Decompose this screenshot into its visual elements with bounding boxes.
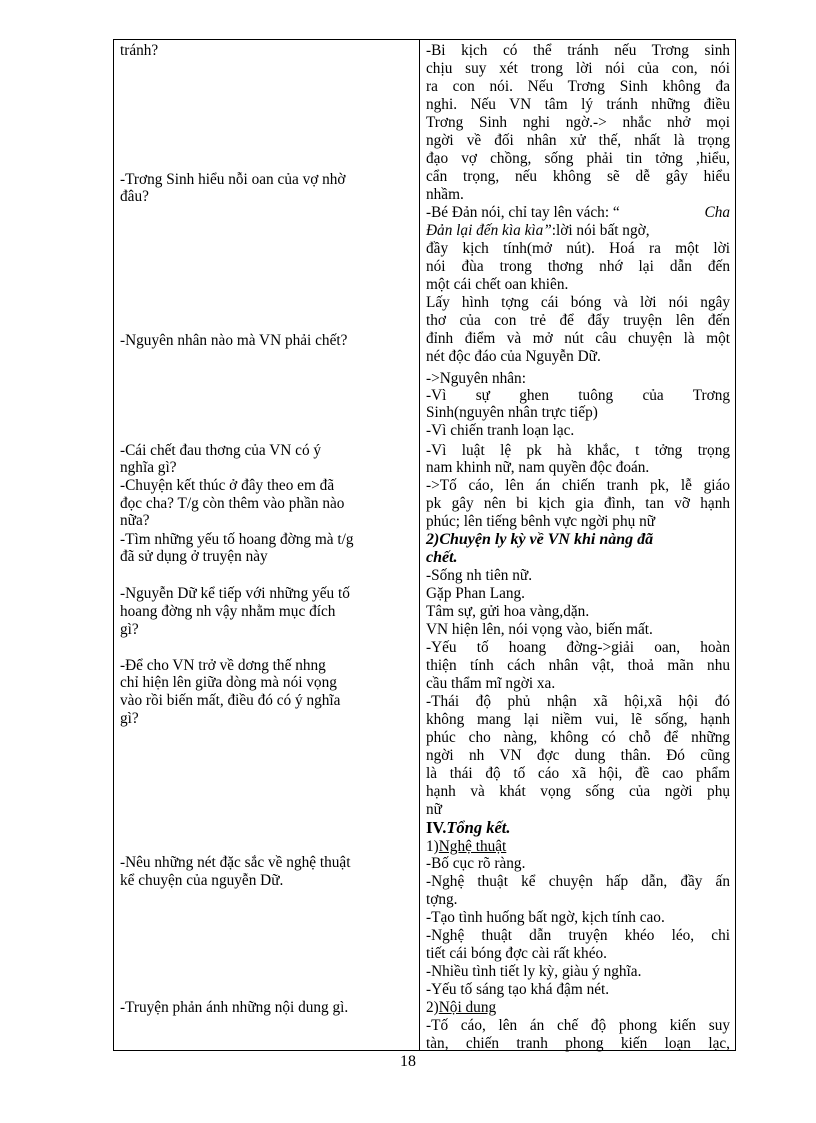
answer-line: không mang lại niềm vui, lẽ sống, hạnh (426, 711, 730, 728)
answer-line: -Nghệ thuật dẫn truyện khéo léo, chi (426, 927, 730, 944)
answer-line: -Sống nh tiên nữ. (426, 567, 533, 584)
question-line: -Trơng Sinh hiểu nỗi oan của vợ nhờ (120, 171, 346, 188)
answer-line: ->Nguyên nhân: (426, 370, 526, 387)
answer-line: chịu suy xét trong lời nói của con, nói (426, 60, 730, 77)
question-line: -Cái chết đau thơng của VN có ý (120, 442, 322, 459)
question-line: nữa? (120, 512, 150, 529)
answer-line: -Vì chiến tranh loạn lạc. (426, 422, 575, 439)
answer-line: -Bi kịch có thể tránh nếu Trơng sinh (426, 42, 730, 59)
answer-line: phúc; lên tiếng bênh vực ngời phụ nữ (426, 513, 656, 530)
question-line: -Truyện phản ánh những nội dung gì. (120, 999, 349, 1016)
answer-line: nhầm. (426, 186, 464, 203)
question-line: -Để cho VN trở về dơng thế nhng (120, 657, 326, 674)
section-number: IV. (426, 818, 447, 837)
answer-line: pk gây nên bi kịch gia đình, tan vỡ hạnh (426, 495, 730, 512)
answer-line: -Bố cục rõ ràng. (426, 855, 526, 872)
subsection-heading (426, 838, 506, 855)
question-line: gì? (120, 621, 139, 638)
answer-line: Gặp Phan Lang. (426, 585, 525, 602)
answer-line (426, 222, 730, 239)
answer-line: hạnh và khát vọng sống của ngời phụ (426, 783, 730, 800)
answer-line: tợng. (426, 891, 458, 908)
question-line: -Tìm những yếu tố hoang đờng mà t/g (120, 531, 354, 548)
subsection-title: Nghệ thuật (438, 838, 507, 855)
answer-line: -Vì luật lệ pk hà khắc, t tởng trọng (426, 442, 730, 459)
answer-line: Lấy hình tợng cái bóng và lời nói ngây (426, 294, 730, 311)
answer-line: nói đùa trong thơng nhớ lại dẫn đến (426, 258, 730, 275)
answer-line: ra con nói. Nếu Trơng Sinh không đa (426, 78, 730, 95)
subsection-heading (426, 999, 496, 1016)
answer-text: -Bé Đản nói, chỉ tay lên vách: “ (426, 204, 620, 221)
answer-line: cẩn trọng, nếu không sẽ dễ gây hiểu (426, 168, 730, 185)
page-number: 18 (400, 1053, 416, 1070)
answer-text: :lời nói bất ngờ, (551, 222, 650, 239)
answer-line: thơ của con trẻ để đẩy truyện lên đến (426, 312, 730, 329)
answer-line: -Vì sự ghen tuông của Trơng (426, 387, 730, 404)
quote-text: Cha (704, 204, 730, 221)
section-heading: 2)Chuyện ly kỳ về VN khi nàng đã (426, 531, 654, 548)
subsection-number: 2) (426, 999, 439, 1016)
question-line: đọc cha? T/g còn thêm vào phần nào (120, 495, 345, 512)
answer-line: đỉnh điểm và mở nút câu chuyện là một (426, 330, 730, 347)
answer-line: -Nhiều tình tiết ly kỳ, giàu ý nghĩa. (426, 963, 642, 980)
answer-line: Sinh(nguyên nhân trực tiếp) (426, 404, 598, 421)
question-line: gì? (120, 710, 139, 727)
answer-line: -Nghệ thuật kể chuyện hấp dẫn, đầy ấn (426, 873, 730, 890)
subsection-number: 1) (426, 838, 439, 855)
answer-line: VN hiện lên, nói vọng vào, biến mất. (426, 621, 653, 638)
question-line: nghĩa gì? (120, 459, 177, 476)
answer-line: ngời nh VN đợc dung thân. Đó cũng (426, 747, 730, 764)
question-line: -Nguyên nhân nào mà VN phải chết? (120, 332, 348, 349)
answer-line: thiện tính cách nhân vật, thoả mãn nhu (426, 657, 730, 674)
section-title: Tổng kết. (446, 818, 511, 837)
answer-line: một cái chết oan khiên. (426, 276, 569, 293)
answer-line: -Yếu tố sáng tạo khá đậm nét. (426, 981, 610, 998)
answer-line: Tâm sự, gửi hoa vàng,dặn. (426, 603, 590, 620)
question-line: -Nguyễn Dữ kể tiếp với những yếu tố (120, 585, 350, 602)
answers-column (420, 40, 735, 1050)
question-line: hoang đờng nh vậy nhằm mục đích (120, 603, 336, 620)
question-line: đâu? (120, 188, 149, 205)
answer-line: tàn, chiến tranh phong kiến loạn lạc, (426, 1035, 730, 1052)
answer-line: ->Tố cáo, lên án chiến tranh pk, lễ giáo (426, 477, 730, 494)
question-line: kể chuyện của nguyễn Dữ. (120, 872, 284, 889)
question-line: đã sử dụng ở truyện này (120, 548, 268, 565)
answer-line: ngời về đối nhân xử thế, nhất là trọng (426, 132, 730, 149)
answer-line: Trơng Sinh nghi ngờ.-> nhắc nhở mọi (426, 114, 730, 131)
answer-line: -Thái độ phủ nhận xã hội,xã hội đó (426, 693, 730, 710)
question-line: chỉ hiện lên giữa dòng mà nói vọng (120, 674, 337, 691)
question-line: -Nêu những nét đặc sắc về nghệ thuật (120, 854, 351, 871)
subsection-title: Nội dung (438, 999, 497, 1016)
answer-line: nữ (426, 801, 442, 818)
section-heading: chết. (426, 549, 458, 566)
quote-text: Đản lại đến kìa kìa” (426, 222, 552, 239)
answer-line: -Yếu tố hoang đờng->giải oan, hoàn (426, 639, 730, 656)
question-line: -Chuyện kết thúc ở đây theo em đã (120, 477, 335, 494)
question-line: vào rồi biến mất, điều đó có ý nghĩa (120, 692, 341, 709)
answer-line: nghi. Nếu VN tâm lý tránh những điều (426, 96, 730, 113)
answer-line: nét độc đáo của Nguyễn Dữ. (426, 348, 601, 365)
answer-line: đầy kịch tính(mở nút). Hoá ra một lời (426, 240, 730, 257)
answer-line: tiết cái bóng đợc cài rất khéo. (426, 945, 607, 962)
answer-line: -Tạo tình huống bất ngờ, kịch tính cao. (426, 909, 665, 926)
answer-line: nam khinh nữ, nam quyền độc đoán. (426, 459, 650, 476)
answer-line: đạo vợ chồng, sống phải tin tởng ,hiểu, (426, 150, 730, 167)
lesson-table (113, 39, 736, 1051)
answer-line (426, 204, 730, 221)
section-heading (426, 819, 511, 836)
answer-line: phúc cho nàng, không có chỗ để những (426, 729, 730, 746)
question-line: tránh? (120, 42, 159, 59)
answer-line: -Tố cáo, lên án chế độ phong kiến suy (426, 1017, 730, 1034)
answer-line: cầu thẩm mĩ ngời xa. (426, 675, 556, 692)
questions-column (114, 40, 419, 1050)
answer-line: là thái độ tố cáo xã hội, đề cao phẩm (426, 765, 730, 782)
